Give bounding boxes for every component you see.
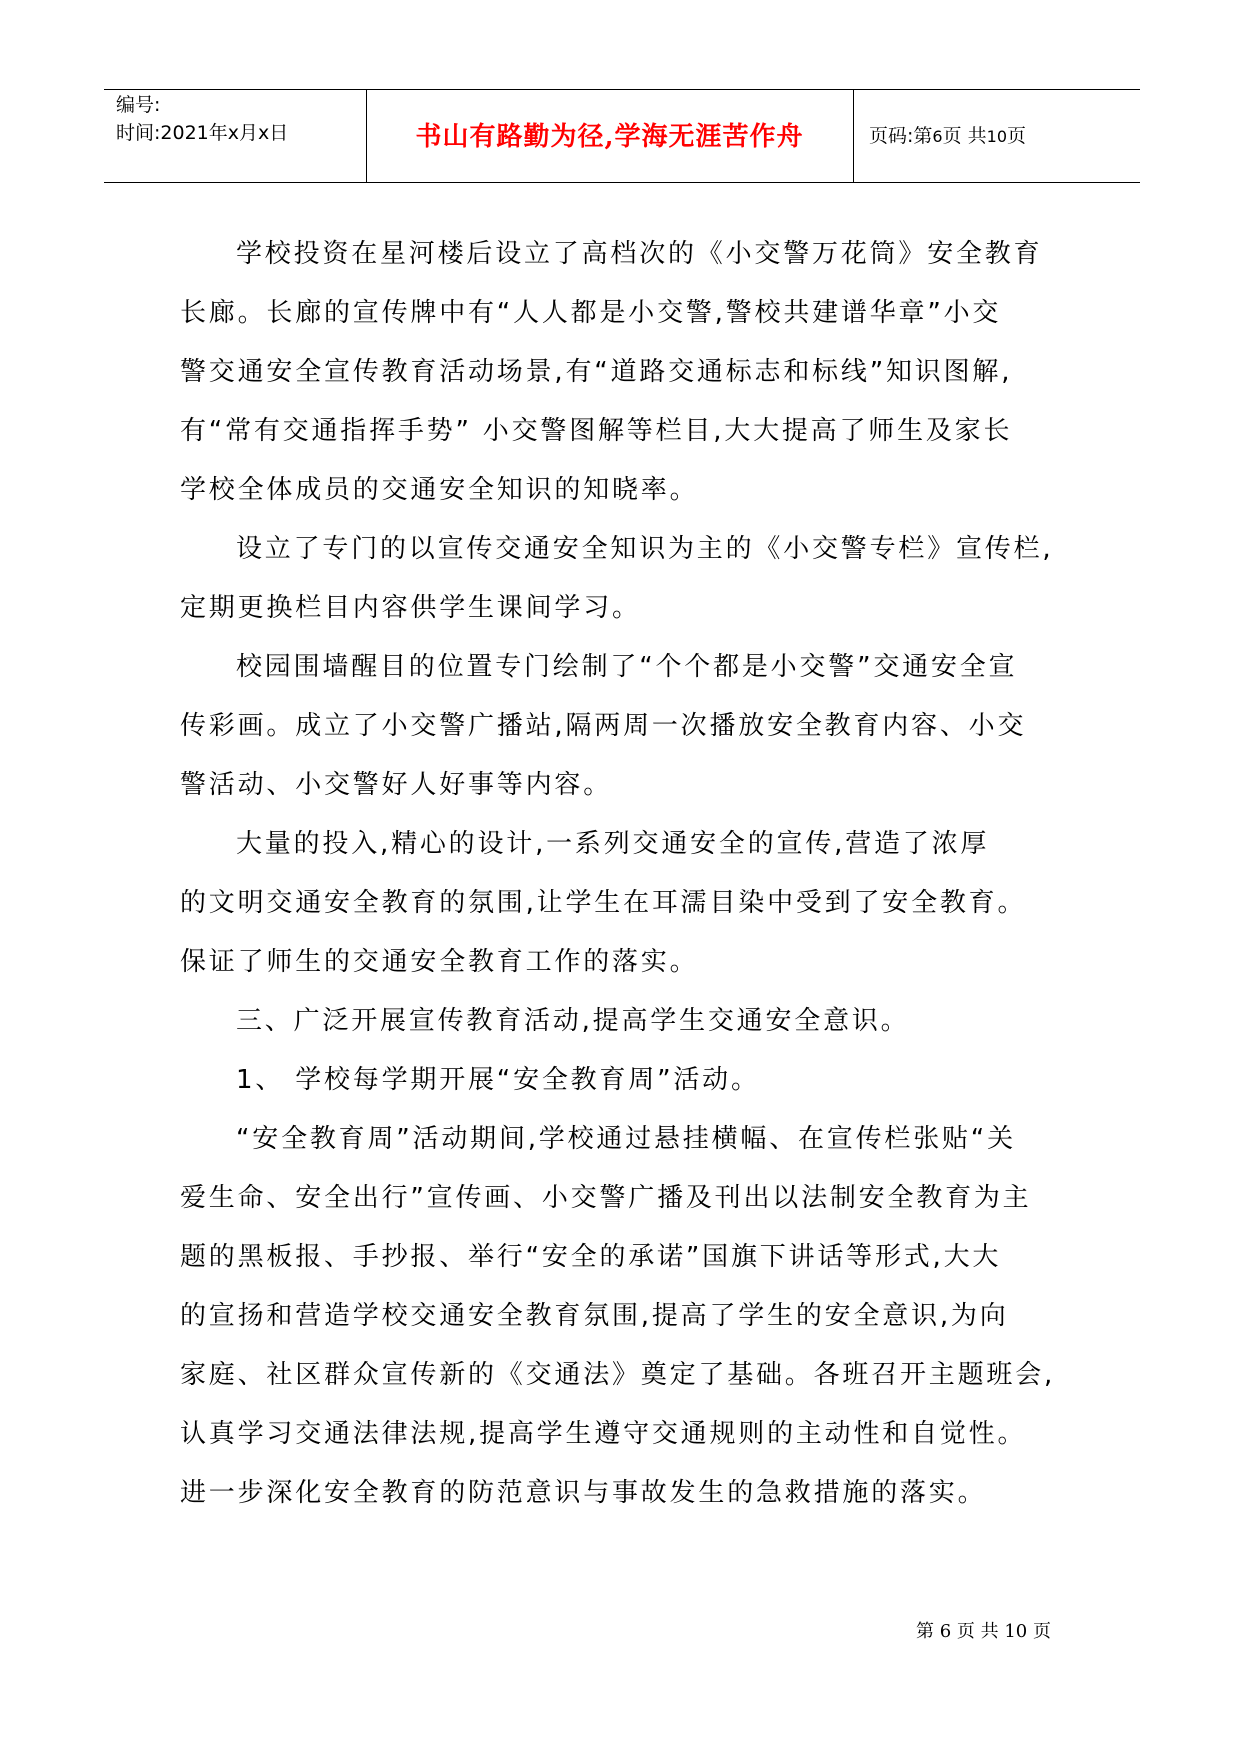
page-footer: 第 6 页 共 10 页 (916, 1621, 1051, 1642)
text-line: 进一步深化安全教育的防范意识与事故发生的急救措施的落实。 (180, 1478, 987, 1508)
header-page-cell (855, 90, 1140, 182)
text-line: 长廊。长廊的宣传牌中有“人人都是小交警,警校共建谱华章”小交 (180, 298, 1002, 328)
paragraph-4 (180, 815, 1100, 992)
text-line: 的宣扬和营造学校交通安全教育氛围,提高了学生的安全意识,为向 (180, 1301, 1009, 1331)
text-line: 题的黑板报、手抄报、举行“安全的承诺”国旗下讲话等形式,大大 (180, 1242, 1002, 1272)
text-line: 设立了专门的以宣传交通安全知识为主的《小交警专栏》宣传栏, (236, 534, 1054, 564)
page-number: 6 (932, 127, 943, 146)
document-number-label: 编号: (116, 94, 161, 116)
page-total: 10 (986, 127, 1007, 146)
paragraph-2 (180, 520, 1100, 638)
header-page-info (869, 124, 1026, 149)
document-body (180, 225, 1100, 1523)
header-motto: 书山有路勤为径,学海无涯苦作舟 (415, 122, 804, 152)
text-line: 学校全体成员的交通安全知识的知晓率。 (180, 475, 699, 505)
text-line: 保证了师生的交通安全教育工作的落实。 (180, 947, 699, 977)
text-line: 学校投资在星河楼后设立了高档次的《小交警万花筒》安全教育 (236, 239, 1043, 269)
paragraph-3 (180, 638, 1100, 815)
page-mid: 页 共 (942, 125, 987, 147)
paragraph-1 (180, 225, 1100, 520)
text-line: 爱生命、安全出行”宣传画、小交警广播及刊出以法制安全教育为主 (180, 1183, 1032, 1213)
text-line: “安全教育周”活动期间,学校通过悬挂横幅、在宣传栏张贴“关 (236, 1124, 1016, 1154)
paragraph-7 (180, 1110, 1100, 1523)
list-item-heading: 1、 学校每学期开展“安全教育周”活动。 (236, 1065, 760, 1095)
page-header (104, 89, 1140, 183)
page-suffix: 页 (1007, 125, 1027, 147)
page-prefix: 页码:第 (869, 125, 933, 147)
text-line: 传彩画。成立了小交警广播站,隔两周一次播放安全教育内容、小交 (180, 711, 1027, 741)
header-meta-cell (104, 90, 367, 182)
section-heading: 三、广泛开展宣传教育活动,提高学生交通安全意识。 (236, 1006, 910, 1036)
text-line: 警活动、小交警好人好事等内容。 (180, 770, 613, 800)
header-motto-cell (366, 90, 854, 182)
text-line: 的文明交通安全教育的氛围,让学生在耳濡目染中受到了安全教育。 (180, 888, 1027, 918)
text-line: 警交通安全宣传教育活动场景,有“道路交通标志和标线”知识图解, (180, 357, 1013, 387)
text-line: 有“常有交通指挥手势” 小交警图解等栏目,大大提高了师生及家长 (180, 416, 1013, 446)
text-line: 大量的投入,精心的设计,一系列交通安全的宣传,营造了浓厚 (236, 829, 990, 859)
document-time-label: 时间:2021年x月x日 (116, 122, 289, 144)
text-line: 家庭、社区群众宣传新的《交通法》奠定了基础。各班召开主题班会, (180, 1360, 1056, 1390)
text-line: 校园围墙醒目的位置专门绘制了“个个都是小交警”交通安全宣 (236, 652, 1018, 682)
text-line: 认真学习交通法律法规,提高学生遵守交通规则的主动性和自觉性。 (180, 1419, 1027, 1449)
text-line: 定期更换栏目内容供学生课间学习。 (180, 593, 641, 623)
